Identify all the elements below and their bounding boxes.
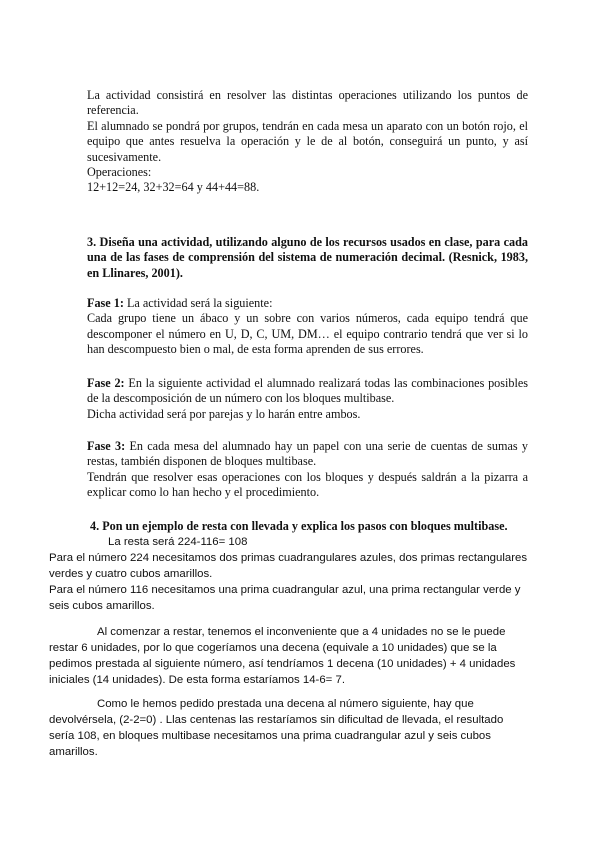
operations-list: 12+12=24, 32+32=64 y 44+44=88. xyxy=(87,180,260,195)
section-4-body xyxy=(49,534,529,614)
paragraph-116: Para el número 116 necesitamos una prima cuadrangular azul, una prima rectangular verde y seis cubos amarillos. xyxy=(49,584,521,612)
fase-1-text: La actividad será la siguiente: xyxy=(126,296,273,310)
operations-label: Operaciones: xyxy=(87,165,152,180)
fase-1 xyxy=(87,296,528,358)
fase-3-label: Fase 3: xyxy=(87,439,126,453)
intro-paragraph-groups: El alumnado se pondrá por grupos, tendrán en cada mesa un aparato con un botón rojo, el equipo que antes resuelva la operación y le de al botón, conseguirá un punto, y así sucesivamente. xyxy=(87,118,528,164)
fase-2-body: Dicha actividad será por parejas y lo harán entre ambos. xyxy=(87,406,361,421)
section-4-heading: 4. Pon un ejemplo de resta con llevada y explica los pasos con bloques multibase. xyxy=(90,519,508,533)
section-4 xyxy=(90,519,530,534)
fase-2-text: En la siguiente actividad el alumnado realizará todas las combinaciones posibles de la descomposición de un número con los bloques multibase. xyxy=(87,376,529,406)
intro-paragraph-activity: La actividad consistirá en resolver las distintas operaciones utilizando los puntos de referencia. xyxy=(87,88,528,118)
fase-1-body: Cada grupo tiene un ábaco y un sobre con varios números, cada equipo tendrá que descomponer el número en U, D, C, UM, DM… el equipo contrario tendrá que ver si lo han descompuesto bien o mal, de esta forma aprenden de sus errores. xyxy=(87,311,528,357)
fase-3-text: En cada mesa del alumnado hay un papel con una serie de cuentas de sumas y restas, también disponen de bloques multibase. xyxy=(87,439,529,469)
fase-1-intro xyxy=(87,296,528,311)
fase-1-label: Fase 1: xyxy=(87,296,124,310)
paragraph-final: Como le hemos pedido prestada una decena al número siguiente, hay que devolvérsela, (2-2=0) . Llas centenas las restaríamos sin dificultad de llevada, el resultado sería 108, en bloques multibase necesitamos una prima cuadrangular azul y seis cubos amarillos. xyxy=(49,698,504,758)
resta-statement: La resta será 224-116= 108 xyxy=(108,536,248,548)
fase-2 xyxy=(87,376,528,422)
fase-3-intro xyxy=(87,439,528,470)
fase-3 xyxy=(87,439,528,501)
paragraph-224: Para el número 224 necesitamos dos primas cuadrangulares azules, dos primas rectangulares verdes y cuatro cubos amarillos. xyxy=(49,552,528,580)
fase-3-body: Tendrán que resolver esas operaciones con los bloques y después saldrán a la pizarra a explicar como lo han hecho y el procedimiento. xyxy=(87,469,528,500)
fase-2-label: Fase 2: xyxy=(87,376,125,390)
section-3-heading: 3. Diseña una actividad, utilizando alguno de los recursos usados en clase, para cada una de las fases de comprensión del sistema de numeración decimal. (Resnick, 1983, en Llinares, 2001). xyxy=(87,235,528,280)
fase-2-intro xyxy=(87,376,528,407)
section-4-explanation xyxy=(49,624,529,688)
section-4-conclusion xyxy=(49,696,529,760)
intro-block xyxy=(87,88,528,196)
section-3 xyxy=(87,235,528,281)
paragraph-comenzar: Al comenzar a restar, tenemos el inconveniente que a 4 unidades no se le puede restar 6 unidades, por lo que cogeríamos una decena (equivale a 10 unidades) que se la pedimos prestada al siguiente número, así tendríamos 1 decena (10 unidades) + 4 unidades iniciales (14 unidades). De esta forma estaríamos 14-6= 7. xyxy=(49,626,516,686)
